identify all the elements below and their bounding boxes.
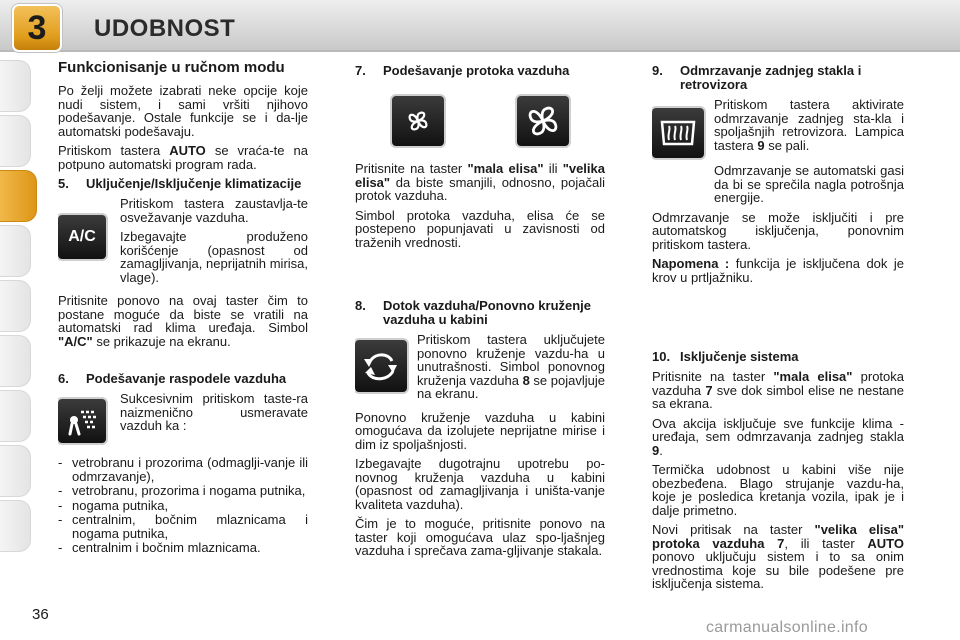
- section-10-heading: 10. Isključenje sistema: [652, 349, 799, 364]
- recirculation-icon: [355, 340, 407, 392]
- paragraph: Simbol protoka vazduha, elisa će se postepeno popunjavati u zavisnosti od traženih vrednosti.: [355, 207, 605, 250]
- ac-button-icon: A/C: [58, 215, 106, 259]
- page-number: 36: [32, 606, 49, 623]
- chapter-tab-5[interactable]: [0, 280, 31, 332]
- paragraph: Pritisnite ponovo na ovaj taster čim to postane moguće da biste se vratili na automatski rad klima uređaja. Simbol "A/C" se prikazuje na ekranu.: [58, 293, 308, 349]
- section-title-manual-mode: Funkcionisanje u ručnom modu: [58, 59, 285, 76]
- paragraph: Pritiskom tastera AUTO se vraća-te na potpuno automatski program rada.: [58, 143, 308, 172]
- paragraph: Izbegavajte dugotrajnu upotrebu po-novnog kruženja vazduha u kabini (opasnost od zamagljivanja i uništa-vanje kvaliteta vazduha).: [355, 456, 605, 512]
- paragraph: Odmrzavanje se može isključiti i pre automatskog isključenja, ponovnim pritiskom tastera.: [652, 209, 904, 252]
- paragraph: Ponovno kruženje vazduha u kabini omogućava da izolujete neprijatne mirise i dim iz spoljašnjosti.: [355, 409, 605, 452]
- paragraph: Termička udobnost u kabini više nije obezbeđena. Blago strujanje vazdu-ha, koje je posledica kretanja vozila, ipak je i dalje primetno.: [652, 462, 904, 518]
- paragraph: Novi pritisak na taster "velika elisa" protoka vazduha 7, ili taster AUTO ponovo uključuju sistem i to sa onim vrednostima koje su bile podešene pre isključenja sistema.: [652, 522, 905, 591]
- large-fan-icon: [517, 96, 569, 146]
- small-fan-icon: [392, 96, 444, 146]
- chapter-title: UDOBNOST: [94, 15, 236, 42]
- chapter-tab-7[interactable]: [0, 390, 31, 442]
- watermark: carmanualsonline.info: [706, 619, 868, 636]
- section-5-heading: 5. Uključenje/Isključenje klimatizacije: [58, 176, 302, 191]
- paragraph: Pritisnite na taster "mala elisa" ili "velika elisa" da biste smanjili, odnosno, pojačali protok vazduha.: [355, 161, 605, 203]
- column-left: [58, 60, 308, 556]
- section-6-heading: 6. Podešavanje raspodele vazduha: [58, 371, 287, 386]
- chapter-tab-3-active[interactable]: [0, 170, 37, 222]
- paragraph: Pritiskom tastera aktivirate odmrzavanje zadnjeg sta-kla i spoljašnjih retrovizora. Lampica tastera 9 se pali.: [714, 98, 904, 153]
- chapter-number: 3: [27, 8, 47, 47]
- rear-defrost-icon: [652, 108, 704, 158]
- chapter-tab-6[interactable]: [0, 335, 31, 387]
- paragraph: Pritiskom tastera uključujete ponovno kruženje vazdu-ha u unutrašnosti. Simbol ponovnog kruženja vazduha 8 se pojavljuje na ekranu.: [417, 333, 605, 401]
- chapter-tab-8[interactable]: [0, 445, 31, 497]
- list-item: - nogama putnika,: [58, 499, 308, 513]
- air-distribution-icon: [58, 399, 106, 443]
- chapter-tab-4[interactable]: [0, 225, 31, 277]
- column-right: [652, 60, 904, 597]
- chapter-tab-1[interactable]: [0, 60, 31, 112]
- section-7-heading: 7. Podešavanje protoka vazduha: [355, 63, 570, 78]
- paragraph: Izbegavajte produženo korišćenje (opasnost od zamagljivanja, neprijatnih mirisa, vlage).: [120, 229, 308, 285]
- paragraph: Sukcesivnim pritiskom taste-ra naizmenično usmeravate vazduh ka :: [120, 392, 308, 433]
- paragraph: Odmrzavanje se automatski gasi da bi se sprečila nagla potrošnja energije.: [714, 163, 904, 205]
- paragraph: Čim je to moguće, pritisnite ponovo na taster koji omogućava ulaz spo-ljašnjeg vazduha i sprečava zama-gljivanje stakala.: [355, 516, 605, 558]
- section-8-heading: 8. Dotok vazduha/Ponovno kruženje vazduha u kabini: [355, 298, 592, 327]
- list-item: - vetrobranu, prozorima i nogama putnika,: [58, 484, 308, 498]
- column-middle: [355, 60, 605, 564]
- paragraph: Pritisnite na taster "mala elisa" protoka vazduha 7 sve dok simbol elise ne nestane sa ekrana.: [652, 369, 905, 411]
- chapter-badge: [14, 6, 60, 50]
- paragraph: Napomena : funkcija je isključena dok je krov u prtljažniku.: [652, 256, 904, 285]
- list-item: - vetrobranu i prozorima (odmaglji-vanje ili odmrzavanje),: [58, 456, 308, 483]
- chapter-tabs: [0, 60, 42, 580]
- chapter-tab-9[interactable]: [0, 500, 31, 552]
- list-item: - centralnim, bočnim mlaznicama i nogama putnika,: [58, 513, 308, 540]
- paragraph: Pritiskom tastera zaustavlja-te osvežavanje vazduha.: [120, 197, 308, 225]
- paragraph: Ova akcija isključuje sve funkcije klima - uređaja, sem odmrzavanja zadnjeg stakla 9.: [652, 415, 904, 458]
- list-item: - centralnim i bočnim mlaznicama.: [58, 541, 308, 555]
- section-9-heading: 9. Odmrzavanje zadnjeg stakla i retrovizora: [652, 63, 862, 92]
- chapter-tab-2[interactable]: [0, 115, 31, 167]
- paragraph: Po želji možete izabrati neke opcije koje nudi sistem, i sami vršiti njihovo podešavanje. Ostale funkcije se i da-lje automatski podešavaju.: [58, 83, 308, 139]
- air-distribution-list: [58, 456, 308, 555]
